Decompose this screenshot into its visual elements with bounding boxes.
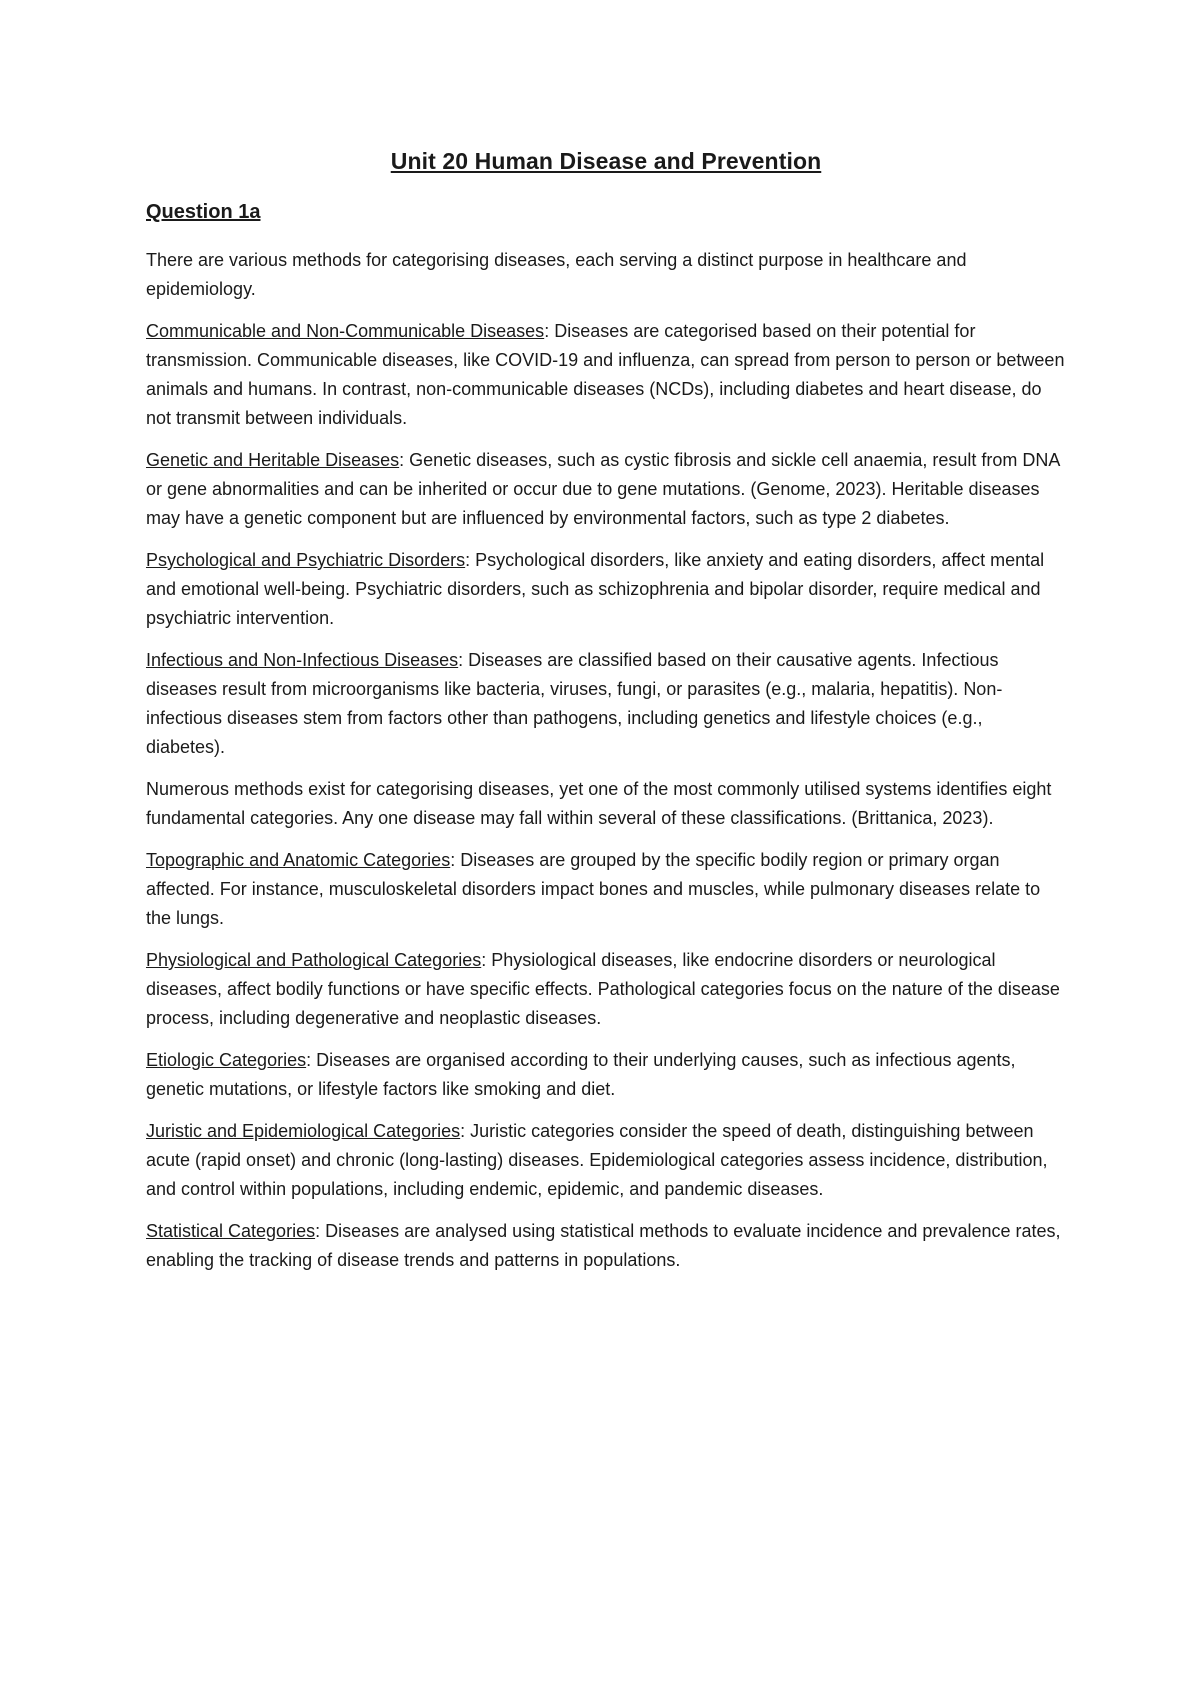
section-text: : Psychological disorders, like anxiety and eating disorders, affect mental and emotional well-being. Psychiatric disorders, such as schizophrenia and bipolar disorder, require medical and psychiatric intervention. xyxy=(146,550,1045,628)
section-text: : Juristic categories consider the speed of death, distinguishing between acute (rapid onset) and chronic (long-lasting) diseases. Epidemiological categories assess incidence, distribution, and control within populations, including endemic, epidemic, and pandemic diseases. xyxy=(146,1121,1048,1199)
section-statistical xyxy=(146,1217,1066,1275)
section-etiologic xyxy=(146,1046,1066,1104)
section-term: Statistical Categories xyxy=(146,1221,316,1241)
section-topographic xyxy=(146,846,1066,933)
section-infectious xyxy=(146,646,1066,762)
intro-paragraph: There are various methods for categorising diseases, each serving a distinct purpose in healthcare and epidemiology. xyxy=(146,250,967,299)
section-juristic xyxy=(146,1117,1066,1204)
section-text: : Diseases are categorised based on their potential for transmission. Communicable diseases, like COVID-19 and influenza, can spread from person to person or between animals and humans. In contrast, non-communicable diseases (NCDs), including diabetes and heart disease, do not transmit between individuals. xyxy=(146,321,1065,428)
section-physiological xyxy=(146,946,1066,1033)
section-text: : Diseases are grouped by the specific bodily region or primary organ affected. For instance, musculoskeletal disorders impact bones and muscles, while pulmonary diseases relate to the lungs. xyxy=(146,850,1041,928)
section-text: : Physiological diseases, like endocrine disorders or neurological diseases, affect bodily functions or have specific effects. Pathological categories focus on the nature of the disease process, including degenerative and neoplastic diseases. xyxy=(146,950,1060,1028)
section-genetic xyxy=(146,446,1066,533)
document-body xyxy=(146,146,1066,1288)
section-text: : Diseases are classified based on their causative agents. Infectious diseases result from microorganisms like bacteria, viruses, fungi, or parasites (e.g., malaria, hepatitis). Non-infectious diseases stem from factors other than pathogens, including genetics and lifestyle choices (e.g., diabetes). xyxy=(146,650,1003,757)
section-text: : Genetic diseases, such as cystic fibrosis and sickle cell anaemia, result from DNA or gene abnormalities and can be inherited or occur due to gene mutations. (Genome, 2023). Heritable diseases may have a genetic component but are influenced by environmental factors, such as type 2 diabetes. xyxy=(146,450,1060,528)
section-term: Juristic and Epidemiological Categories xyxy=(146,1121,461,1141)
section-term: Etiologic Categories xyxy=(146,1050,307,1070)
page-title: Unit 20 Human Disease and Prevention xyxy=(390,148,822,174)
middle-paragraph: Numerous methods exist for categorising diseases, yet one of the most commonly utilised systems identifies eight fundamental categories. Any one disease may fall within several of these classifications. (Brittanica, 2023). xyxy=(146,779,1052,828)
section-text: : Diseases are analysed using statistical methods to evaluate incidence and prevalence rates, enabling the tracking of disease trends and patterns in populations. xyxy=(146,1221,1061,1270)
section-psychological xyxy=(146,546,1066,633)
question-heading: Question 1a xyxy=(146,201,261,223)
section-term: Infectious and Non-Infectious Diseases xyxy=(146,650,459,670)
section-term: Communicable and Non-Communicable Diseases xyxy=(146,321,545,341)
section-term: Physiological and Pathological Categories xyxy=(146,950,482,970)
section-term: Psychological and Psychiatric Disorders xyxy=(146,550,466,570)
section-communicable xyxy=(146,317,1066,433)
section-text: : Diseases are organised according to their underlying causes, such as infectious agents, genetic mutations, or lifestyle factors like smoking and diet. xyxy=(146,1050,1016,1099)
section-term: Genetic and Heritable Diseases xyxy=(146,450,400,470)
section-term: Topographic and Anatomic Categories xyxy=(146,850,451,870)
